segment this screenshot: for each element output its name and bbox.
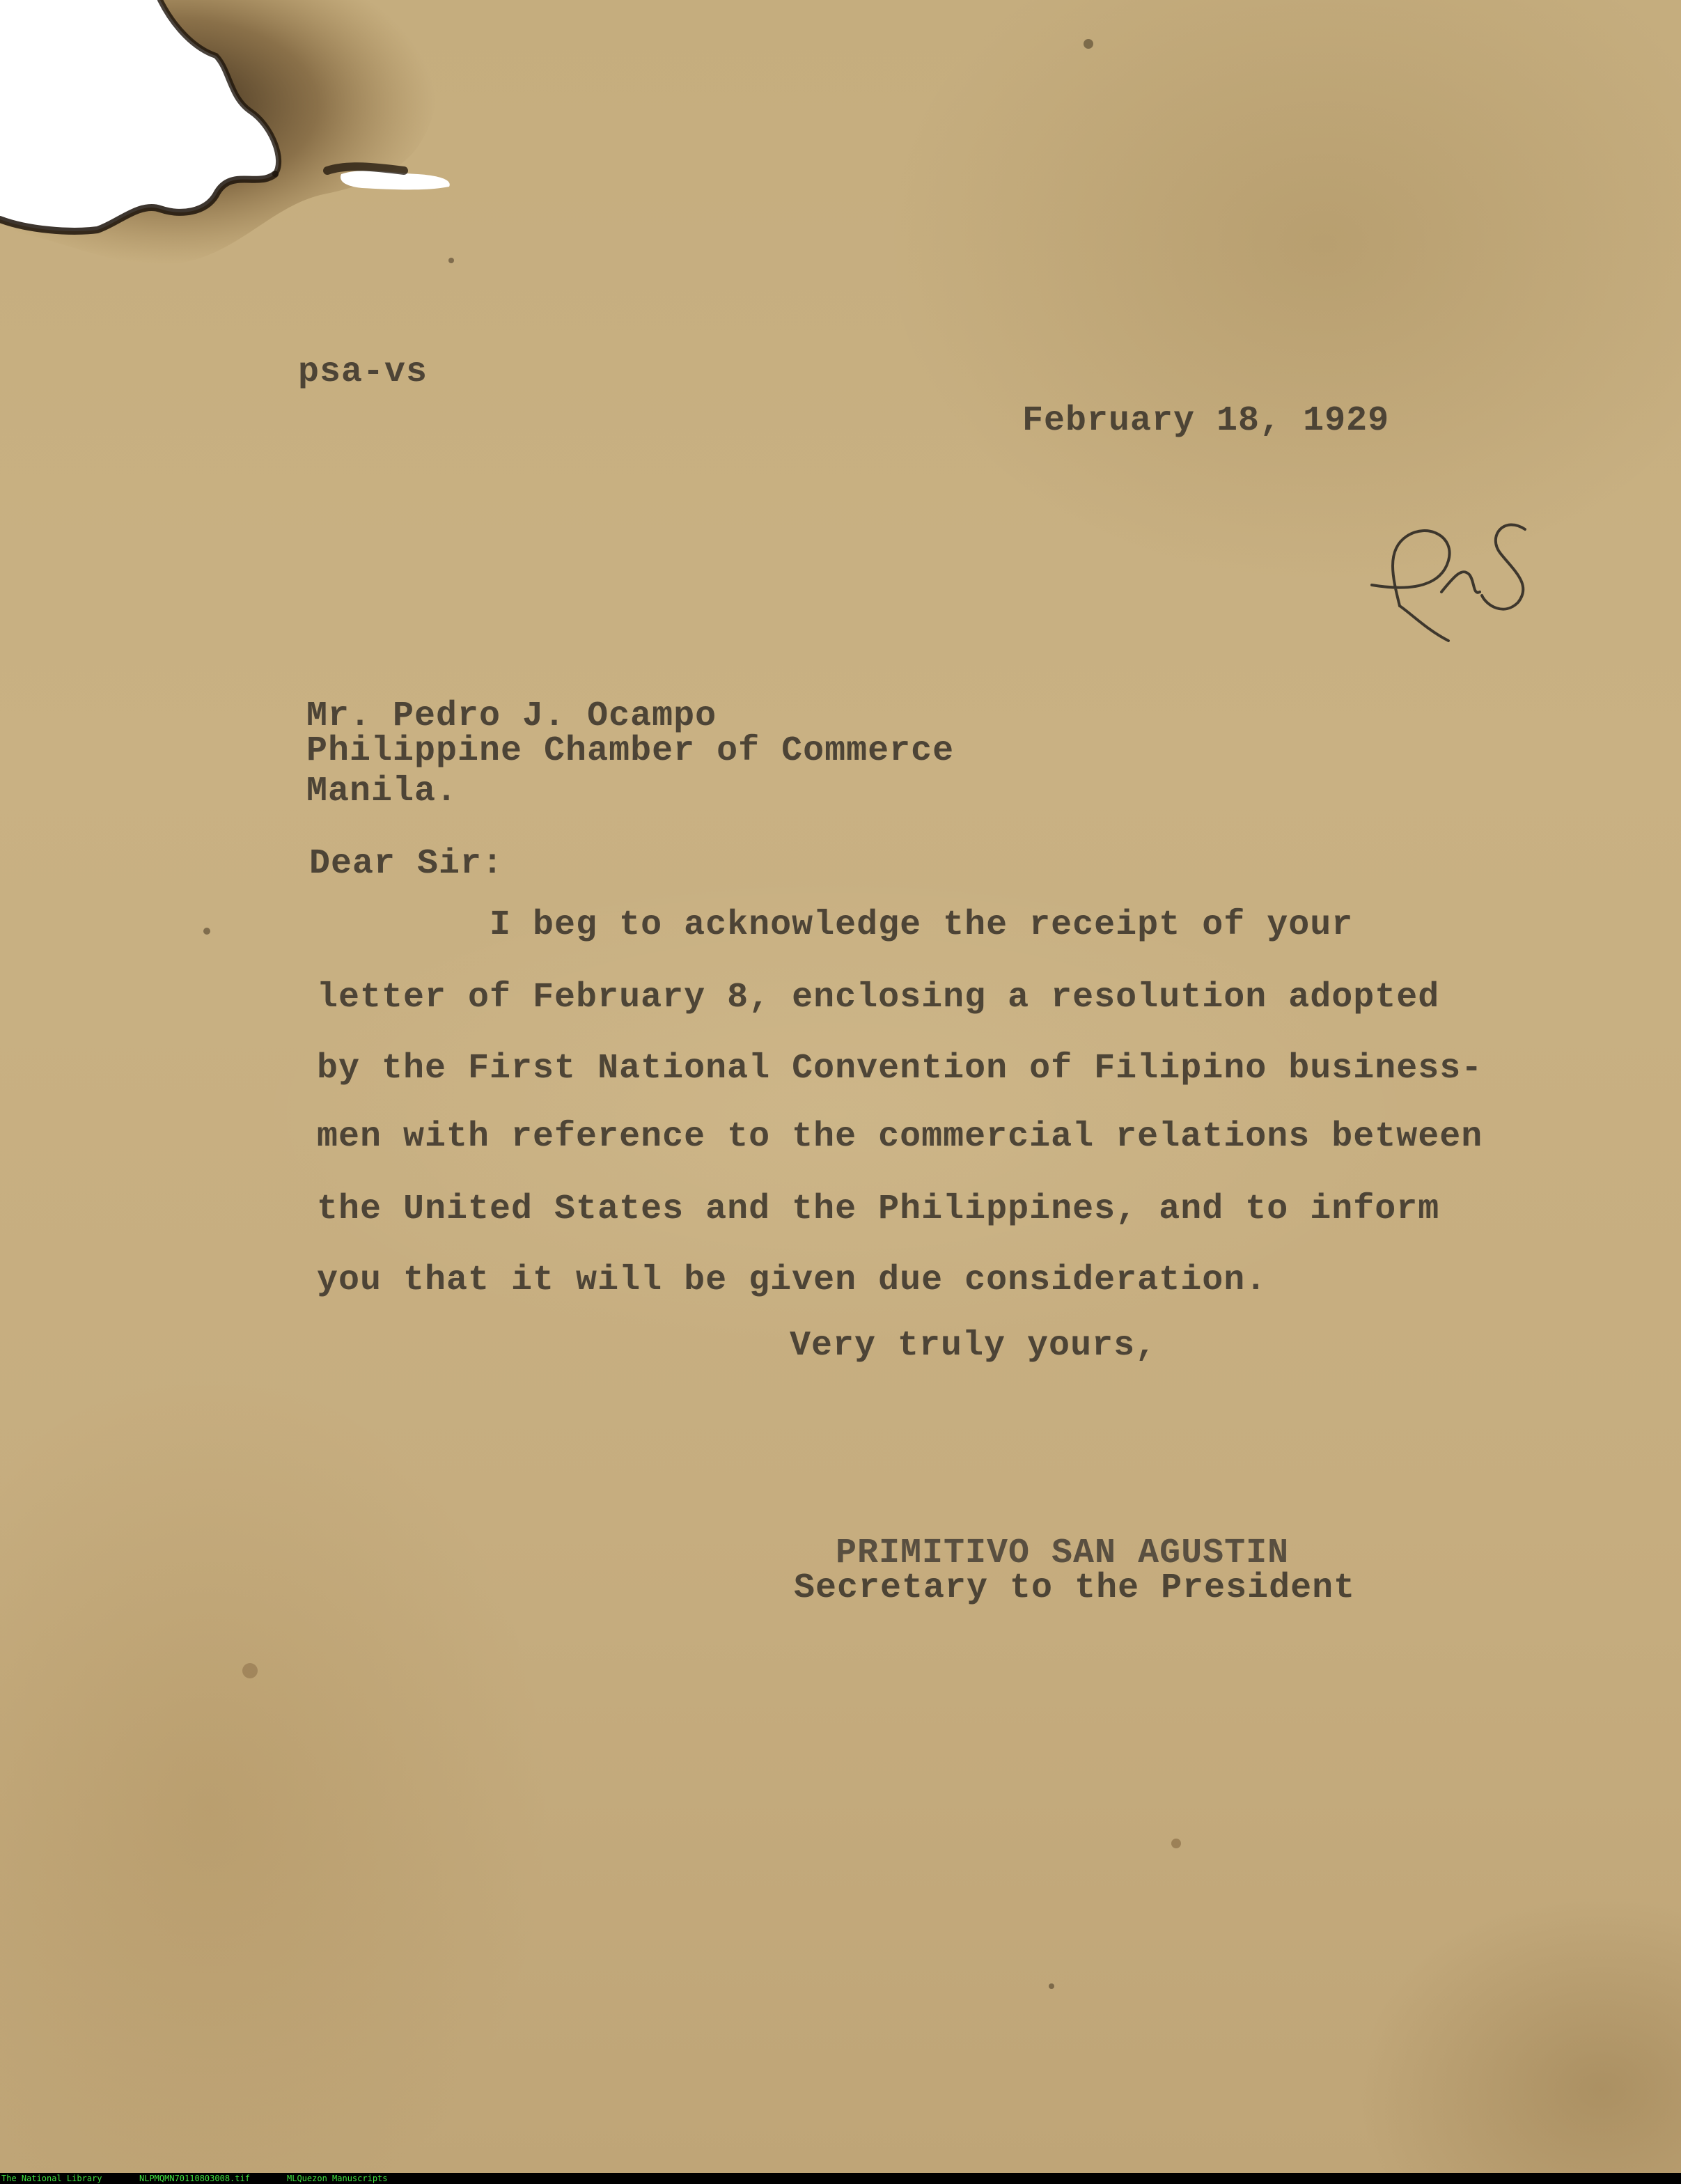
closing: Very truly yours,	[790, 1326, 1157, 1366]
recipient-city: Manila.	[306, 772, 458, 811]
recipient-organization: Philippine Chamber of Commerce	[306, 731, 955, 771]
ink-speck	[1084, 39, 1093, 49]
scan-footer	[0, 2173, 1681, 2184]
ink-speck	[448, 258, 454, 263]
ink-speck	[1049, 1983, 1054, 1989]
body-line: the United States and the Philippines, and to inform	[317, 1190, 1440, 1229]
reference-initials: psa-vs	[298, 352, 428, 392]
footer-collection: MLQuezon Manuscripts	[287, 2174, 388, 2183]
burned-corner	[0, 0, 487, 292]
salutation: Dear Sir:	[309, 844, 504, 884]
recipient-name: Mr. Pedro J. Ocampo	[306, 696, 717, 736]
footer-file-name: NLPMQMN70110803008.tif	[139, 2174, 250, 2183]
ink-speck	[203, 928, 210, 935]
letter-date: February 18, 1929	[1022, 401, 1390, 441]
body-line: you that it will be given due consideration.	[317, 1261, 1267, 1300]
body-line: letter of February 8, enclosing a resolution adopted	[317, 978, 1440, 1017]
signatory-name: PRIMITIVO SAN AGUSTIN	[836, 1534, 1290, 1573]
body-line: men with reference to the commercial relations between	[317, 1117, 1483, 1157]
signatory-title: Secretary to the President	[794, 1568, 1356, 1608]
stain-speck	[1171, 1839, 1181, 1848]
body-line: by the First National Convention of Filipino business-	[317, 1049, 1483, 1089]
footer-institution: The National Library	[1, 2174, 102, 2183]
handwritten-initials	[1358, 508, 1560, 648]
stain-speck	[242, 1663, 258, 1678]
body-line: I beg to acknowledge the receipt of your	[317, 905, 1354, 945]
